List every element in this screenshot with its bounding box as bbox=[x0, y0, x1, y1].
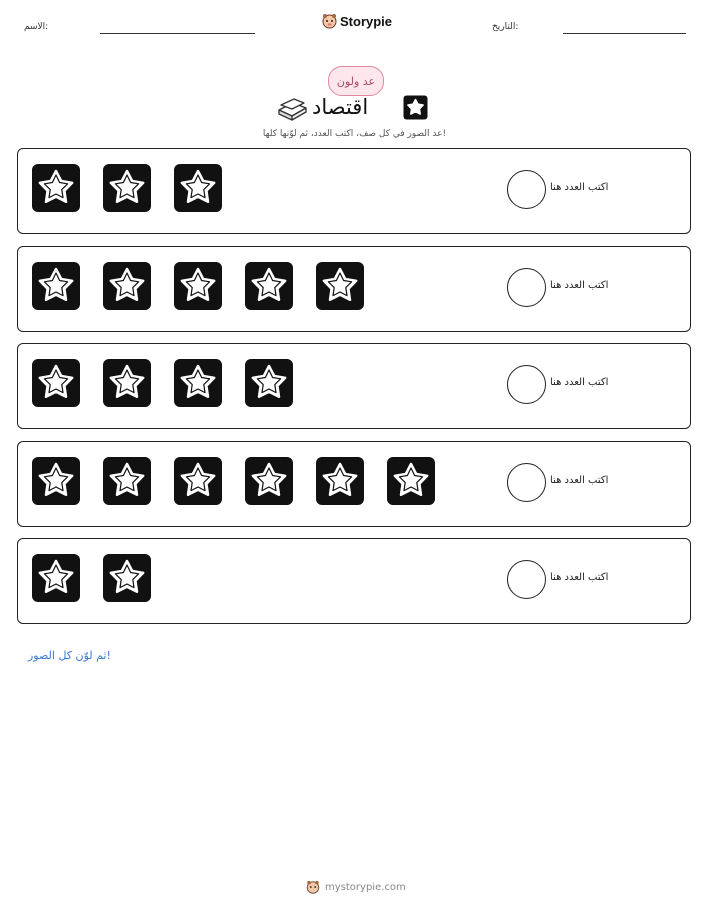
star-icon bbox=[102, 261, 152, 311]
storypie-mascot-icon bbox=[322, 13, 337, 30]
answer-label: اكتب العدد هنا bbox=[550, 182, 609, 193]
star-icon bbox=[102, 358, 152, 408]
answer-label: اكتب العدد هنا bbox=[550, 572, 609, 583]
answer-label: اكتب العدد هنا bbox=[550, 475, 609, 486]
answer-circle[interactable] bbox=[507, 560, 546, 599]
star-group bbox=[31, 553, 152, 603]
star-group bbox=[31, 261, 365, 311]
star-icon bbox=[173, 358, 223, 408]
page-title: اقتصاد bbox=[312, 95, 369, 119]
star-group bbox=[31, 163, 223, 213]
star-icon bbox=[31, 358, 81, 408]
instructions: عد الصور في كل صف، اكتب العدد، ثم لوّنها كلها! bbox=[262, 129, 447, 139]
counting-row bbox=[17, 343, 691, 429]
footer bbox=[306, 880, 406, 895]
brand-name: Storypie bbox=[340, 14, 393, 29]
star-group bbox=[31, 358, 294, 408]
star-icon bbox=[315, 261, 365, 311]
answer-label: اكتب العدد هنا bbox=[550, 377, 609, 388]
footer-site: mystorypie.com bbox=[325, 882, 406, 893]
star-icon bbox=[315, 456, 365, 506]
answer-circle[interactable] bbox=[507, 365, 546, 404]
brand-logo bbox=[322, 13, 392, 30]
star-icon bbox=[386, 456, 436, 506]
star-icon bbox=[173, 163, 223, 213]
star-icon bbox=[244, 456, 294, 506]
star-icon bbox=[173, 456, 223, 506]
answer-circle[interactable] bbox=[507, 170, 546, 209]
star-icon bbox=[244, 261, 294, 311]
star-icon bbox=[173, 261, 223, 311]
counting-row bbox=[17, 148, 691, 234]
badge-label: عد ولون bbox=[336, 74, 376, 88]
counting-row bbox=[17, 538, 691, 624]
star-icon bbox=[102, 553, 152, 603]
date-field[interactable] bbox=[563, 33, 686, 34]
star-icon bbox=[403, 95, 428, 120]
answer-circle[interactable] bbox=[507, 463, 546, 502]
star-icon bbox=[31, 261, 81, 311]
counting-row bbox=[17, 441, 691, 527]
star-icon bbox=[31, 163, 81, 213]
star-icon bbox=[31, 553, 81, 603]
star-icon bbox=[102, 163, 152, 213]
star-icon bbox=[102, 456, 152, 506]
storypie-mascot-icon bbox=[306, 880, 320, 895]
counting-row bbox=[17, 246, 691, 332]
star-icon bbox=[31, 456, 81, 506]
name-field[interactable] bbox=[100, 33, 255, 34]
date-label: التاريخ: bbox=[492, 22, 519, 32]
star-group bbox=[31, 456, 436, 506]
color-all-note: ثم لوّن كل الصور! bbox=[28, 649, 111, 662]
name-label: الاسم: bbox=[24, 22, 49, 32]
star-icon bbox=[244, 358, 294, 408]
answer-circle[interactable] bbox=[507, 268, 546, 307]
answer-label: اكتب العدد هنا bbox=[550, 280, 609, 291]
count-and-color-badge bbox=[328, 66, 384, 96]
book-stack-icon bbox=[276, 95, 308, 121]
title-row bbox=[276, 93, 432, 123]
